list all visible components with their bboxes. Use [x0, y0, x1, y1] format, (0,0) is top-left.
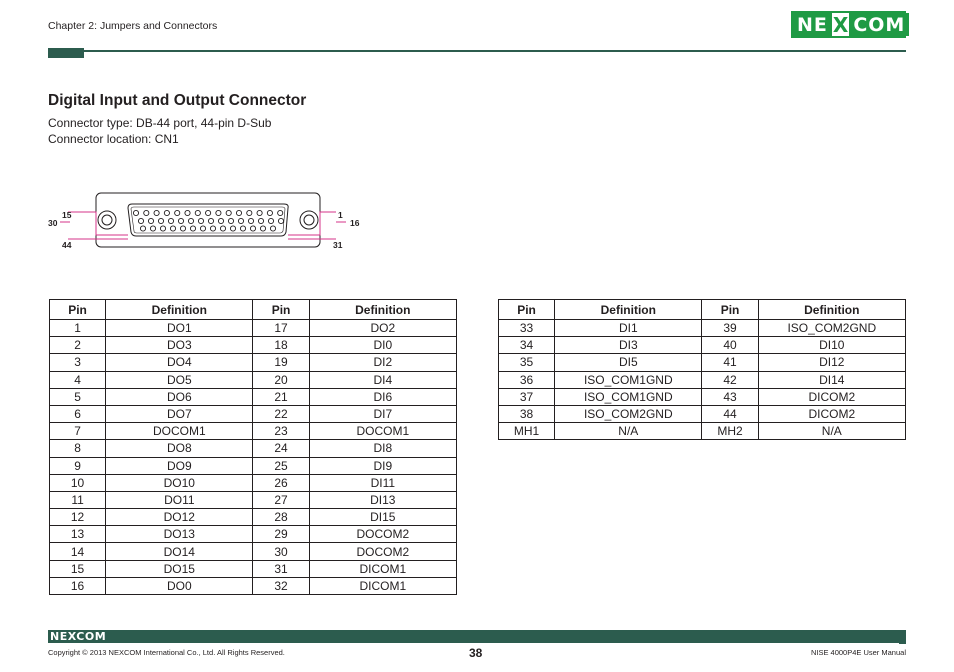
definition-cell: DO14: [106, 543, 253, 560]
definition-cell: DI0: [309, 337, 456, 354]
definition-cell: DI7: [309, 405, 456, 422]
table-row: [50, 577, 457, 594]
definition-cell: DI1: [555, 320, 702, 337]
definition-cell: DO11: [106, 491, 253, 508]
pin-table-right: [498, 299, 906, 440]
pin-cell: 44: [702, 405, 758, 422]
table-row: [50, 440, 457, 457]
header-pin: Pin: [702, 300, 758, 320]
header-rule: [48, 50, 906, 52]
connector-pin: [200, 226, 205, 231]
pin-cell: 4: [50, 371, 106, 388]
pin-cell: 43: [702, 388, 758, 405]
connector-pin: [133, 210, 138, 215]
definition-cell: DI2: [309, 354, 456, 371]
connector-pin: [216, 210, 221, 215]
definition-cell: DICOM1: [309, 560, 456, 577]
pin-cell: 31: [253, 560, 309, 577]
connector-pin: [175, 210, 180, 215]
definition-cell: ISO_COM1GND: [555, 388, 702, 405]
connector-pin: [278, 210, 283, 215]
table-row: [499, 405, 906, 422]
connector-pin: [148, 218, 153, 223]
pin-cell: 37: [499, 388, 555, 405]
header-pin: Pin: [253, 300, 309, 320]
definition-cell: DICOM1: [309, 577, 456, 594]
connector-pin: [268, 218, 273, 223]
table-row: [499, 388, 906, 405]
pin-cell: 28: [253, 509, 309, 526]
connector-pin: [188, 218, 193, 223]
connector-pin: [238, 218, 243, 223]
definition-cell: DOCOM2: [309, 543, 456, 560]
chapter-title: Chapter 2: Jumpers and Connectors: [48, 20, 218, 32]
pin-cell: 24: [253, 440, 309, 457]
connector-pin: [195, 210, 200, 215]
connector-pin: [250, 226, 255, 231]
definition-cell: DO9: [106, 457, 253, 474]
pin-cell: 8: [50, 440, 106, 457]
header-pin: Pin: [499, 300, 555, 320]
connector-pin: [168, 218, 173, 223]
mount-hole-right-inner: [304, 215, 314, 225]
definition-cell: ISO_COM2GND: [758, 320, 905, 337]
definition-cell: DI9: [309, 457, 456, 474]
connector-pin: [240, 226, 245, 231]
table-header-row: [499, 300, 906, 320]
header-definition: Definition: [555, 300, 702, 320]
connector-pin: [260, 226, 265, 231]
connector-pin: [257, 210, 262, 215]
connector-pin: [247, 210, 252, 215]
connector-pin: [236, 210, 241, 215]
pin-label-30: 30: [48, 218, 58, 228]
pin-cell: 1: [50, 320, 106, 337]
pin-cell: 29: [253, 526, 309, 543]
pin-cell: 7: [50, 423, 106, 440]
logo-part-x: X: [832, 12, 849, 37]
footer-logo: NEXCOM: [50, 630, 107, 643]
definition-cell: DOCOM1: [309, 423, 456, 440]
connector-pin: [248, 218, 253, 223]
connector-pin: [180, 226, 185, 231]
table-row: [50, 388, 457, 405]
definition-cell: N/A: [555, 423, 702, 440]
pin-cell: 22: [253, 405, 309, 422]
pin-cell: 3: [50, 354, 106, 371]
connector-pin: [150, 226, 155, 231]
definition-cell: DO10: [106, 474, 253, 491]
table-row: [50, 491, 457, 508]
definition-cell: DO12: [106, 509, 253, 526]
pin-cell: 18: [253, 337, 309, 354]
table-row: [50, 371, 457, 388]
pin-cell: 5: [50, 388, 106, 405]
definition-cell: DO4: [106, 354, 253, 371]
footer-bar: [48, 630, 906, 643]
definition-cell: DI6: [309, 388, 456, 405]
header-definition: Definition: [106, 300, 253, 320]
connector-pin: [267, 210, 272, 215]
connector-location: Connector location: CN1: [48, 132, 179, 146]
definition-cell: DO3: [106, 337, 253, 354]
table-row: [50, 543, 457, 560]
connector-pin: [158, 218, 163, 223]
connector-pin: [228, 218, 233, 223]
pin-cell: 42: [702, 371, 758, 388]
pin-label-16: 16: [350, 218, 360, 228]
pin-cell: 38: [499, 405, 555, 422]
table-row: [50, 474, 457, 491]
definition-cell: DI15: [309, 509, 456, 526]
connector-pin: [270, 226, 275, 231]
section-title: Digital Input and Output Connector: [48, 92, 307, 109]
definition-cell: DO2: [309, 320, 456, 337]
header-pin: Pin: [50, 300, 106, 320]
definition-cell: DOCOM1: [106, 423, 253, 440]
table-row: [50, 320, 457, 337]
pin-label-31: 31: [333, 240, 343, 250]
pin-cell: 11: [50, 491, 106, 508]
definition-cell: ISO_COM2GND: [555, 405, 702, 422]
footer-square-2: [899, 637, 906, 644]
pin-cell: 15: [50, 560, 106, 577]
connector-type: Connector type: DB-44 port, 44-pin D-Sub: [48, 116, 272, 130]
connector-pin: [226, 210, 231, 215]
definition-cell: DI11: [309, 474, 456, 491]
pin-cell: 39: [702, 320, 758, 337]
connector-pin: [190, 226, 195, 231]
pin-cell: MH2: [702, 423, 758, 440]
logo-part-ne: NE: [793, 13, 832, 36]
pin-cell: 36: [499, 371, 555, 388]
table-row: [499, 320, 906, 337]
definition-cell: DI4: [309, 371, 456, 388]
table-row: [499, 423, 906, 440]
pin-cell: 32: [253, 577, 309, 594]
table-row: [50, 560, 457, 577]
definition-cell: DOCOM2: [309, 526, 456, 543]
pin-cell: 26: [253, 474, 309, 491]
definition-cell: DO0: [106, 577, 253, 594]
pin-table-left: [49, 299, 457, 595]
table-row: [50, 337, 457, 354]
pin-cell: 21: [253, 388, 309, 405]
pin-cell: 33: [499, 320, 555, 337]
pin-label-1: 1: [338, 210, 343, 220]
definition-cell: DI8: [309, 440, 456, 457]
table-header-row: [50, 300, 457, 320]
header-definition: Definition: [758, 300, 905, 320]
table-row: [499, 371, 906, 388]
connector-pin: [178, 218, 183, 223]
definition-cell: DI13: [309, 491, 456, 508]
table-row: [50, 457, 457, 474]
definition-cell: DO13: [106, 526, 253, 543]
definition-cell: DI5: [555, 354, 702, 371]
pin-cell: 6: [50, 405, 106, 422]
pin-cell: 12: [50, 509, 106, 526]
manual-name: NISE 4000P4E User Manual: [810, 648, 906, 657]
pin-cell: MH1: [499, 423, 555, 440]
table-row: [50, 509, 457, 526]
connector-pin: [278, 218, 283, 223]
table-row: [50, 405, 457, 422]
mount-hole-left-inner: [102, 215, 112, 225]
connector-pin: [160, 226, 165, 231]
definition-cell: DI3: [555, 337, 702, 354]
definition-cell: DO1: [106, 320, 253, 337]
pin-cell: 2: [50, 337, 106, 354]
pin-cell: 27: [253, 491, 309, 508]
pin-cell: 34: [499, 337, 555, 354]
page-number: 38: [469, 646, 483, 660]
pin-cell: 10: [50, 474, 106, 491]
definition-cell: DI12: [758, 354, 905, 371]
table-row: [50, 354, 457, 371]
table-row: [499, 337, 906, 354]
table-row: [50, 526, 457, 543]
definition-cell: DICOM2: [758, 405, 905, 422]
definition-cell: DI10: [758, 337, 905, 354]
pin-cell: 17: [253, 320, 309, 337]
connector-pin: [164, 210, 169, 215]
header-definition: Definition: [309, 300, 456, 320]
connector-pin: [220, 226, 225, 231]
copyright-text: Copyright © 2013 NEXCOM International Co., Ltd. All Rights Reserved.: [48, 648, 285, 657]
connector-pin: [198, 218, 203, 223]
pin-cell: 16: [50, 577, 106, 594]
definition-cell: DO5: [106, 371, 253, 388]
logo-part-com: COM: [849, 13, 909, 36]
connector-pin: [218, 218, 223, 223]
table-row: [499, 354, 906, 371]
pin-cell: 30: [253, 543, 309, 560]
connector-pin: [258, 218, 263, 223]
header-accent-block: [48, 48, 84, 58]
connector-pin: [210, 226, 215, 231]
table-row: [50, 423, 457, 440]
definition-cell: ISO_COM1GND: [555, 371, 702, 388]
definition-cell: DI14: [758, 371, 905, 388]
connector-pin: [230, 226, 235, 231]
connector-pin: [138, 218, 143, 223]
pin-cell: 40: [702, 337, 758, 354]
connector-pin: [206, 210, 211, 215]
pin-cell: 9: [50, 457, 106, 474]
connector-pin: [154, 210, 159, 215]
connector-pin: [144, 210, 149, 215]
pin-cell: 41: [702, 354, 758, 371]
pin-cell: 14: [50, 543, 106, 560]
definition-cell: DO15: [106, 560, 253, 577]
connector-pin: [208, 218, 213, 223]
connector-pin: [170, 226, 175, 231]
pin-cell: 35: [499, 354, 555, 371]
db44-connector-diagram: [40, 190, 370, 260]
definition-cell: DICOM2: [758, 388, 905, 405]
pin-label-15: 15: [62, 210, 72, 220]
nexcom-logo: [791, 11, 906, 38]
pin-cell: 25: [253, 457, 309, 474]
pin-cell: 20: [253, 371, 309, 388]
definition-cell: N/A: [758, 423, 905, 440]
pin-cell: 23: [253, 423, 309, 440]
connector-pin: [140, 226, 145, 231]
pin-cell: 13: [50, 526, 106, 543]
definition-cell: DO8: [106, 440, 253, 457]
pin-cell: 19: [253, 354, 309, 371]
pin-label-44: 44: [62, 240, 72, 250]
definition-cell: DO7: [106, 405, 253, 422]
connector-pin: [185, 210, 190, 215]
footer-square-1: [890, 630, 897, 637]
definition-cell: DO6: [106, 388, 253, 405]
